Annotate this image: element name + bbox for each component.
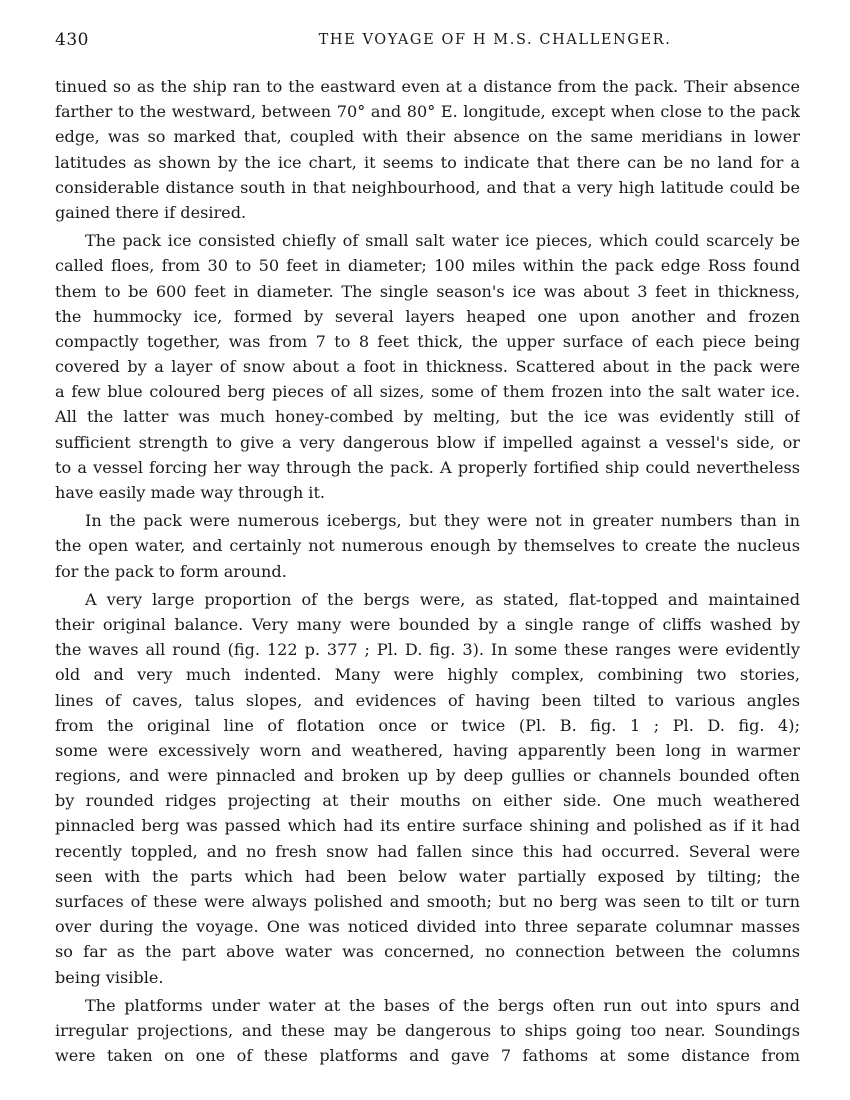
text-line: so far as the part above water was concerned, no connection between the columns xyxy=(55,942,800,962)
text-line: recently toppled, and no fresh snow had fallen since this had occurred. Several were xyxy=(55,841,800,861)
text-line: have easily made way through it. xyxy=(55,483,326,502)
text-line: being visible. xyxy=(55,967,164,987)
text-line: called floes, from 30 to 50 feet in diameter; 100 miles within the pack edge Ross found xyxy=(55,256,800,276)
paragraph xyxy=(55,228,800,505)
text-line: seen with the parts which had been below water partially exposed by tilting; the xyxy=(55,866,800,886)
text-line: the waves all round (fig. 122 p. 377 ; Pl. D. fig. 3). In some these ranges were evidently xyxy=(55,640,800,660)
text-line: sufficient strength to give a very dangerous blow if impelled against a vessel's side, or xyxy=(55,432,800,452)
text-line: over during the voyage. One was noticed divided into three separate columnar masses xyxy=(55,917,800,937)
text-line: some were excessively worn and weathered, having apparently been long in warmer xyxy=(55,740,800,760)
text-line: for the pack to form around. xyxy=(55,561,287,581)
text-line: their original balance. Very many were bounded by a single range of cliffs washed by xyxy=(55,614,800,634)
text-line: to a vessel forcing her way through the pack. A properly fortified ship could nevertheless xyxy=(55,457,800,477)
text-line: from the original line of flotation once or twice (Pl. B. fig. 1 ; Pl. D. fig. 4); xyxy=(55,715,800,735)
text-line: The platforms under water at the bases of the bergs often run out into spurs and xyxy=(85,995,800,1015)
text-line: tinued so as the ship ran to the eastward even at a distance from the pack. Their absence xyxy=(55,77,800,96)
text-line: the hummocky ice, formed by several layers heaped one upon another and frozen xyxy=(55,306,800,326)
text-line: In the pack were numerous icebergs, but they were not in greater numbers than in xyxy=(85,511,800,531)
text-line: a few blue coloured berg pieces of all sizes, some of them frozen into the salt water ice. xyxy=(55,382,800,402)
text-line: surfaces of these were always polished and smooth; but no berg was seen to tilt or turn xyxy=(55,892,800,911)
paragraph xyxy=(55,74,800,225)
text-line: considerable distance south in that neighbourhood, and that a very high latitude could be xyxy=(55,177,800,197)
text-line: by rounded ridges projecting at their mouths on either side. One much weathered xyxy=(55,791,800,811)
text-line: compactly together, was from 7 to 8 feet thick, the upper surface of each piece being xyxy=(55,331,800,351)
text-line: old and very much indented. Many were highly complex, combining two stories, xyxy=(55,665,800,685)
paragraph xyxy=(55,587,800,990)
running-title: THE VOYAGE OF H M.S. CHALLENGER. xyxy=(318,32,672,48)
text-line: pinnacled berg was passed which had its entire surface shining and polished as if it had xyxy=(55,816,800,836)
text-line: were taken on one of these platforms and gave 7 fathoms at some distance from xyxy=(55,1046,800,1066)
text-line: gained there if desired. xyxy=(55,202,247,222)
text-line: A very large proportion of the bergs were, as stated, flat-topped and maintained xyxy=(85,589,800,609)
body-text xyxy=(55,74,800,1068)
paragraph xyxy=(55,508,800,584)
paragraph xyxy=(55,993,800,1069)
text-line: The pack ice consisted chiefly of small salt water ice pieces, which could scarcely be xyxy=(85,231,800,251)
text-line: edge, was so marked that, coupled with their absence on the same meridians in lower xyxy=(55,127,800,147)
text-line: irregular projections, and these may be dangerous to ships going too near. Soundings xyxy=(55,1020,800,1040)
text-line: regions, and were pinnacled and broken up by deep gullies or channels bounded often xyxy=(55,766,800,786)
page-header xyxy=(55,30,800,60)
page-number: 430 xyxy=(55,30,89,50)
text-line: latitudes as shown by the ice chart, it seems to indicate that there can be no land for a xyxy=(55,152,800,172)
text-line: them to be 600 feet in diameter. The single season's ice was about 3 feet in thickness, xyxy=(55,281,800,301)
text-line: All the latter was much honey-combed by melting, but the ice was evidently still of xyxy=(55,407,800,427)
text-line: covered by a layer of snow about a foot in thickness. Scattered about in the pack were xyxy=(55,357,800,377)
text-line: farther to the westward, between 70° and 80° E. longitude, except when close to the pack xyxy=(55,102,800,122)
text-line: the open water, and certainly not numerous enough by themselves to create the nucleus xyxy=(55,536,800,556)
text-line: lines of caves, talus slopes, and evidences of having been tilted to various angles xyxy=(55,690,800,710)
